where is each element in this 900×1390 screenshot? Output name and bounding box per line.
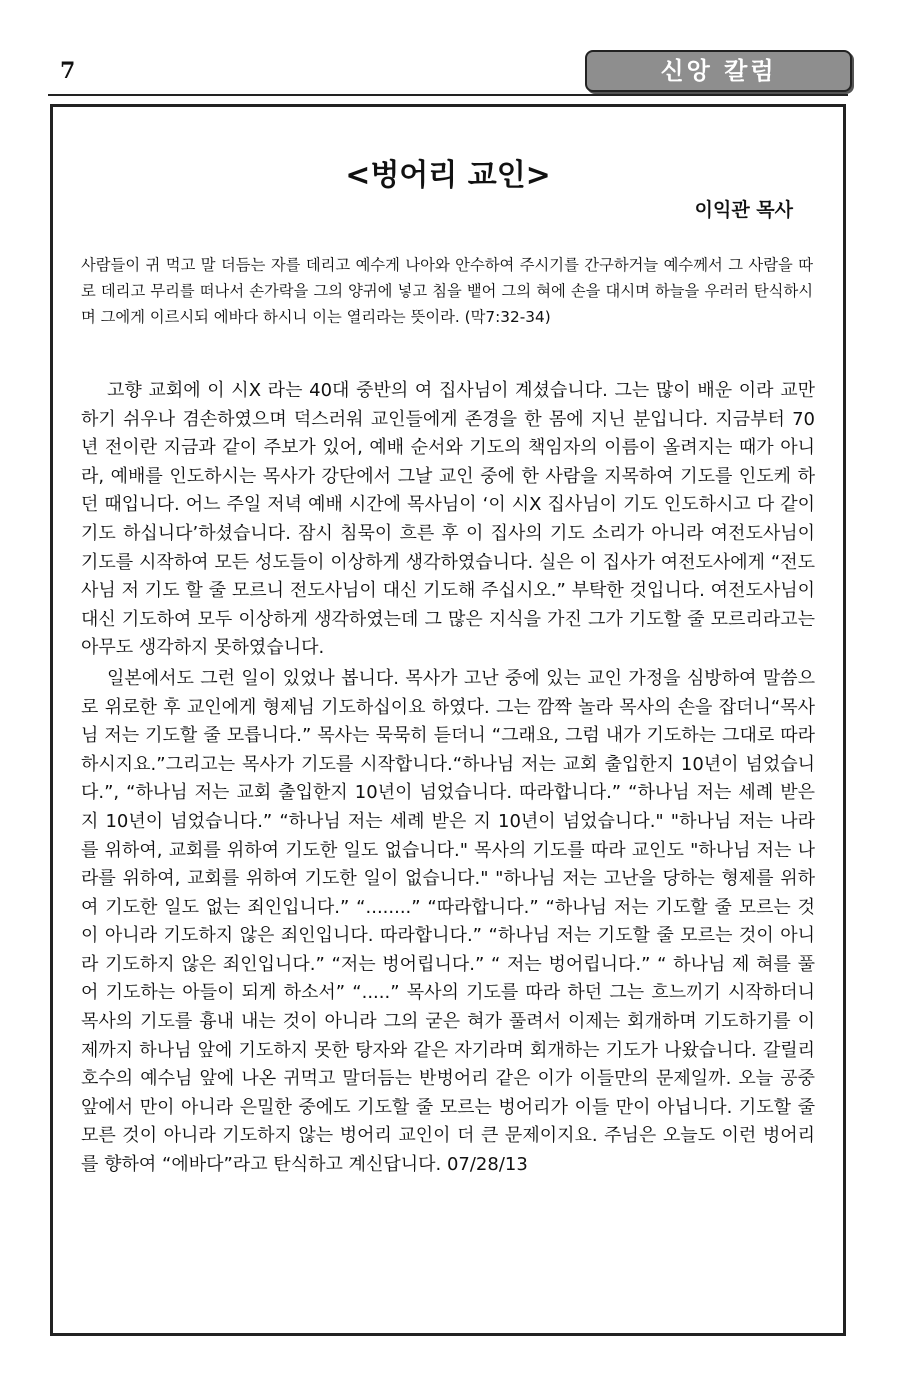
page-number: 7 xyxy=(60,58,76,84)
body-paragraph: 일본에서도 그런 일이 있었나 봅니다. 목사가 고난 중에 있는 교인 가정을 심방하여 말씀으로 위로한 후 교인에게 형제님 기도하십이요 하였다. 그는 깜짝 놀라 목사의 손을 잡더니“목사님 저는 기도할 줄 모릅니다.” 목사는 묵묵히 듣더니 “그래요, 그럼 내가 기도하는 그대로 따라 하시지요.”그리고는 목사가 기도를 시작합니다.“하나님 저는 교회 출입한지 10년이 넘었습니다.”, “하나님 저는 교회 출입한지 10년이 넘었습니다. 따라합니다.” “하나님 저는 세례 받은 지 10년이 넘었습니다.” “하나님 저는 세례 받은 지 10년이 넘었습니다." "하나님 저는 나라를 위하여, 교회를 위하여 기도한 일도 없습니다." 목사의 기도를 따라 교인도 "하나님 저는 나라를 위하여, 교회를 위하여 기도한 일이 없습니다." "하나님 저는 고난을 당하는 형제를 위하여 기도한 일도 없는 죄인입니다.” “........” “따라합니다.” “하나님 저는 기도할 줄 모르는 것이 아니라 기도하지 않은 죄인입니다. 따라합니다.” “하나님 저는 기도할 줄 모르는 것이 아니라 기도하지 않은 죄인입니다.” “저는 벙어립니다.” “ 저는 벙어립니다.” “ 하나님 제 혀를 풀어 기도하는 아들이 되게 하소서” “.....” 목사의 기도를 따라 하던 그는 흐느끼기 시작하더니 목사의 기도를 흉내 내는 것이 아니라 그의 굳은 혀가 풀려서 이제는 회개하며 기도하기를 이제까지 하나님 앞에 기도하지 못한 탕자와 같은 자기라며 회개하는 기도가 나왔습니다. 갈릴리 호수의 예수님 앞에 나온 귀먹고 말더듬는 반벙어리 같은 이가 이들만의 문제일까. 오늘 공중 앞에서 만이 아니라 은밀한 중에도 기도할 줄 모르는 벙어리가 이들 만이 아닙니다. 기도할 줄 모른 것이 아니라 기도하지 않는 벙어리 교인이 더 큰 문제이지요. 주님은 오늘도 이런 벙어리를 향하여 “에바다”라고 탄식하고 계신답니다. 07/28/13 xyxy=(81,667,815,1176)
article-title: <벙어리 교인> xyxy=(345,158,551,193)
article-author: 이익관 목사 xyxy=(694,199,793,221)
body-paragraph: 고향 교회에 이 시X 라는 40대 중반의 여 집사님이 계셨습니다. 그는 많이 배운 이라 교만하기 쉬우나 겸손하였으며 덕스러워 교인들에게 존경을 한 몸에 지닌 분입니다. 지금부터 70년 전이란 지금과 같이 주보가 있어, 예배 순서와 기도의 책임자의 이름이 올려지는 때가 아니라, 예배를 인도하시는 목사가 강단에서 그날 교인 중에 한 사람을 지목하여 기도를 인도케 하던 때입니다. 어느 주일 저녁 예배 시간에 목사님이 ‘이 시X 집사님이 기도 인도하시고 다 같이 기도 하십니다’하셨습니다. 잠시 침묵이 흐른 후 이 집사의 기도 소리가 아니라 여전도사님이 기도를 시작하여 모든 성도들이 이상하게 생각하였습니다. 실은 이 집사가 여전도사에게 “전도사님 저 기도 할 줄 모르니 전도사님이 대신 기도해 주십시오.” 부탁한 것입니다. 여전도사님이 대신 기도하여 모두 이상하게 생각하였는데 그 많은 지식을 가진 그가 기도할 줄 모르리라고는 아무도 생각하지 못하였습니다. xyxy=(81,380,815,659)
section-label: 신앙 칼럼 xyxy=(585,50,852,92)
scripture-quote: 사람들이 귀 먹고 말 더듬는 자를 데리고 예수게 나아와 안수하여 주시기를 간구하거늘 예수께서 그 사람을 따로 데리고 무리를 떠나서 손가락을 그의 양귀에 넣고 침을 뱉어 그의 혀에 손을 대시며 하늘을 우러러 탄식하시며 그에게 이르시되 에바다 하시니 이는 열리라는 뜻이라. (막7:32-34) xyxy=(81,256,813,326)
article-body xyxy=(81,377,815,1182)
header-divider xyxy=(48,94,848,96)
article-frame xyxy=(50,104,846,1336)
